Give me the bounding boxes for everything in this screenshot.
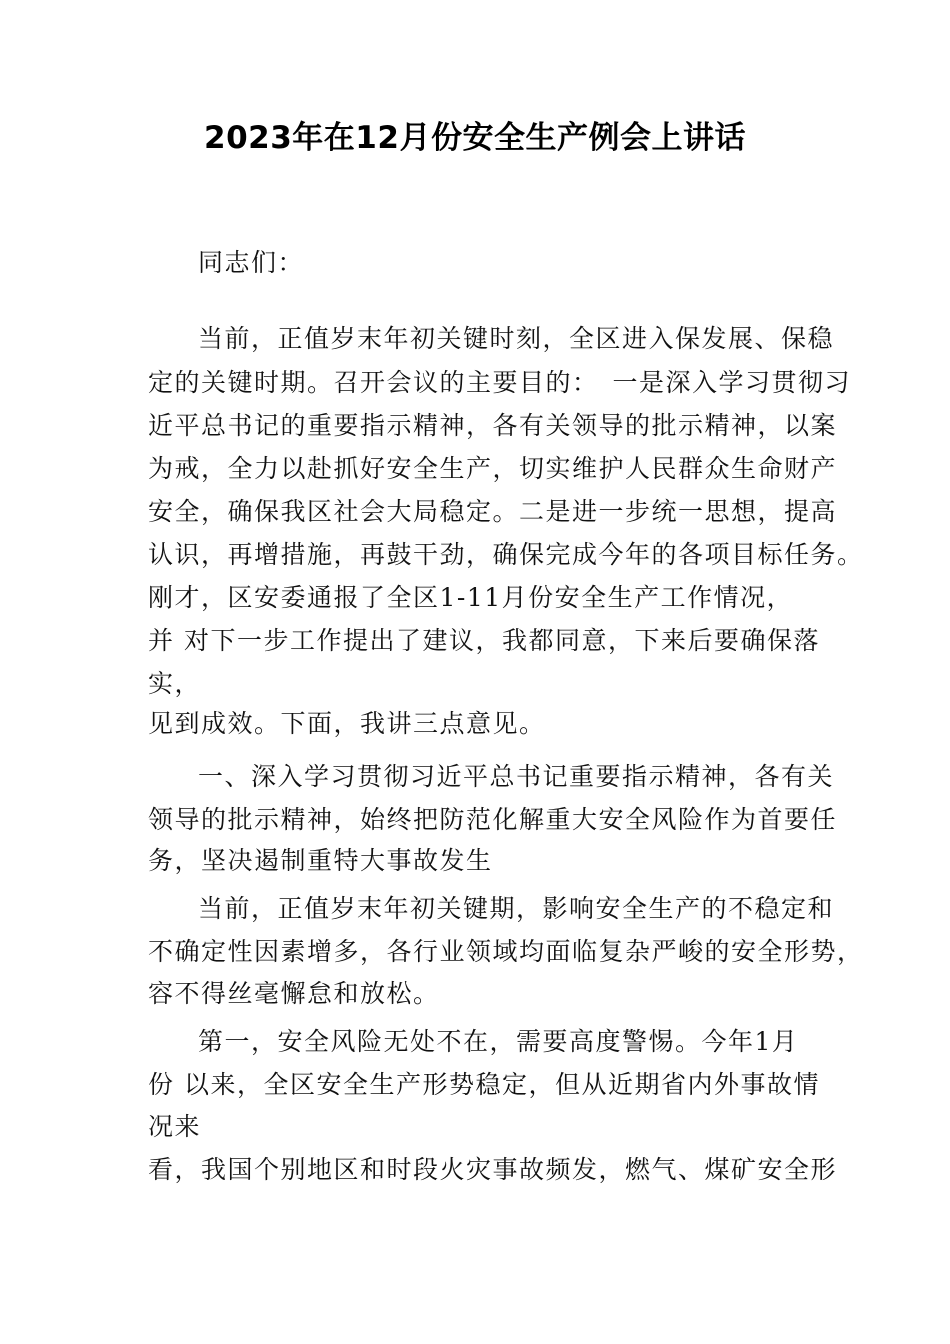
paragraph-line: 容不得丝毫懈怠和放松。 xyxy=(148,979,440,1008)
paragraph-line: 见到成效。下面，我讲三点意见。 xyxy=(148,709,546,738)
paragraph-line: 看，我国个别地区和时段火灾事故频发，燃气、煤矿安全形 xyxy=(148,1155,838,1184)
document-title: 2023年在12月份安全生产例会上讲话 xyxy=(204,120,746,156)
paragraph-line: 况来 xyxy=(148,1112,202,1141)
paragraph-line: 认识，再增措施，再鼓干劲，确保完成今年的各项目标任务。 xyxy=(148,540,864,569)
section-heading-line: 领导的批示精神，始终把防范化解重大安全风险作为首要任 xyxy=(148,805,838,834)
paragraph-line: 实， xyxy=(148,669,202,698)
paragraph-line: 份 以来，全区安全生产形势稳定，但从近期省内外事故情 xyxy=(148,1070,820,1099)
paragraph-line: 刚才，区安委通报了全区1-11月份安全生产工作情况， xyxy=(148,583,794,612)
salutation: 同志们： xyxy=(198,248,305,277)
paragraph-line: 当前，正值岁末年初关键期，影响安全生产的不稳定和 xyxy=(198,894,835,923)
paragraph-line: 当前，正值岁末年初关键时刻，全区进入保发展、保稳 xyxy=(198,324,835,353)
paragraph-line: 为戒，全力以赴抓好安全生产，切实维护人民群众生命财产 xyxy=(148,454,838,483)
section-heading-line: 务，坚决遏制重特大事故发生 xyxy=(148,846,493,875)
paragraph-line: 不确定性因素增多，各行业领域均面临复杂严峻的安全形势， xyxy=(148,937,864,966)
paragraph-line: 定的关键时期。召开会议的主要目的： 一是深入学习贯彻习 xyxy=(148,368,852,397)
paragraph-line: 并 对下一步工作提出了建议，我都同意，下来后要确保落 xyxy=(148,626,820,655)
paragraph-line: 安全，确保我区社会大局稳定。二是进一步统一思想，提高 xyxy=(148,497,838,526)
paragraph-line: 近平总书记的重要指示精神，各有关领导的批示精神，以案 xyxy=(148,411,838,440)
paragraph-line: 第一，安全风险无处不在，需要高度警惕。今年1月 xyxy=(198,1027,799,1056)
section-heading-line: 一、深入学习贯彻习近平总书记重要指示精神，各有关 xyxy=(198,762,835,791)
